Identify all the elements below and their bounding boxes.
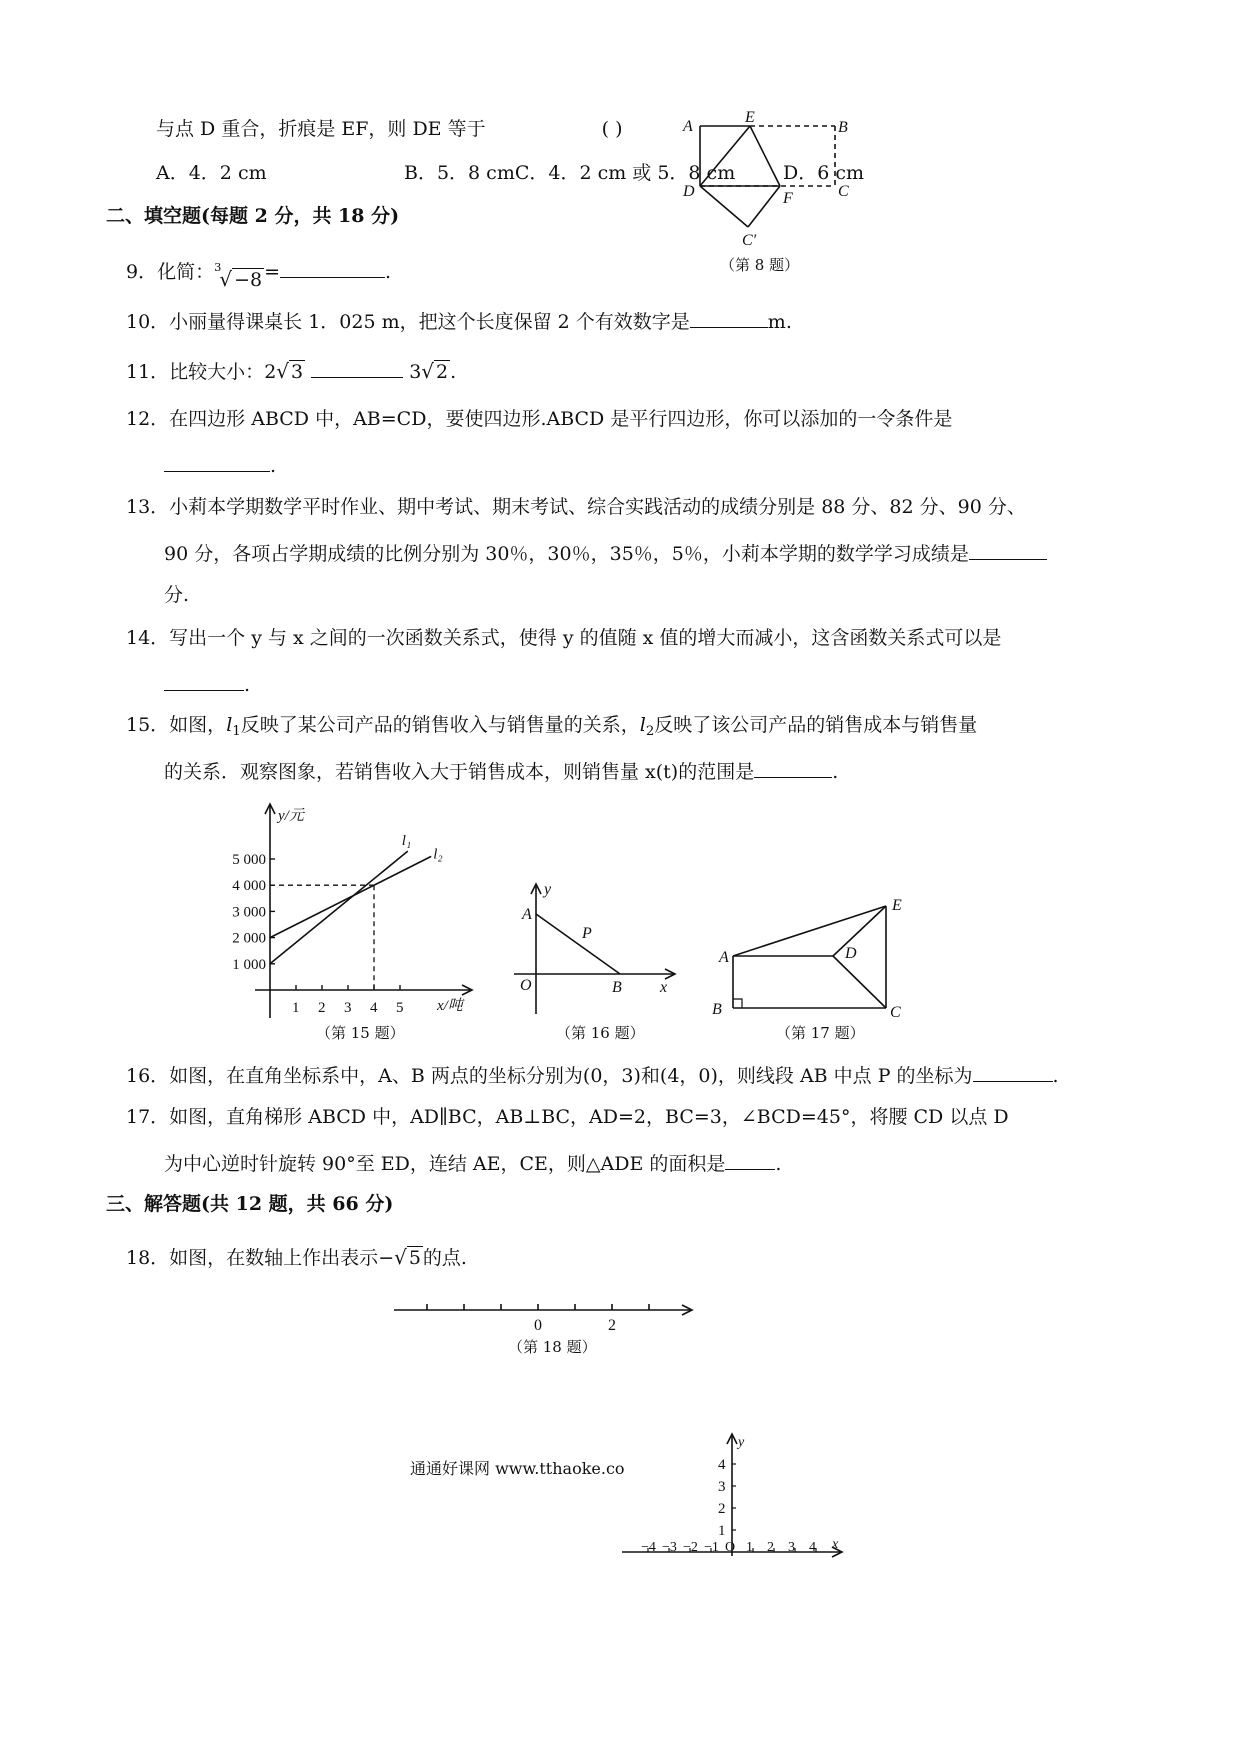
- chart15-ytick-label: 4 000: [232, 878, 266, 895]
- q13-line2-text: 90 分，各项占学期成绩的比例分别为 30％，30％，35％，5％，小莉本学期的数学学习成绩是: [164, 543, 969, 565]
- q15-end: .: [832, 761, 839, 783]
- figure-16: [508, 882, 688, 1022]
- fig8-label-b: B: [838, 119, 848, 136]
- grid-xtick-label: 2: [767, 1540, 774, 1555]
- chart15-xtick-label: 4: [370, 1000, 378, 1016]
- q10-text: 10．小丽量得课桌长 1．025 m，把这个长度保留 2 个有效数字是: [126, 311, 690, 333]
- q13-line1: 13．小莉本学期数学平时作业、期中考试、期末考试、综合实践活动的成绩分别是 88 分、82 分、90 分、: [126, 496, 1026, 518]
- fig16-label-o: O: [520, 977, 532, 994]
- chart15-ytick-label: 3 000: [232, 904, 266, 921]
- grid-ytick-label: 4: [718, 1457, 726, 1473]
- q15-l2-letter: l: [639, 714, 646, 736]
- q15-l1-sub: 1: [232, 723, 241, 739]
- q17-answer-blank[interactable]: [725, 1150, 775, 1170]
- q13-line2: [164, 540, 1047, 566]
- q13-answer-blank[interactable]: [969, 540, 1047, 560]
- chart15-series-label-1: l₁: [401, 833, 412, 850]
- fig17-label-d: D: [845, 945, 857, 962]
- grid-xtick-label: −3: [662, 1540, 677, 1555]
- q16-end: .: [1052, 1065, 1059, 1087]
- q14-answer-blank[interactable]: [164, 671, 244, 691]
- q8-options: [156, 162, 267, 185]
- page-footer: 通通好课网 www.tthaoke.co: [410, 1459, 625, 1478]
- q14-line2: [164, 671, 250, 697]
- q9-equals: =: [264, 261, 280, 283]
- q15-l2-sub: 2: [645, 723, 655, 739]
- q14-end: .: [244, 674, 251, 696]
- q17-line2-text: 为中心逆时针旋转 90°至 ED，连结 AE，CE，则△ADE 的面积是: [164, 1153, 726, 1175]
- q8-option-d: D．6 cm: [783, 162, 865, 184]
- chart15-ytick-label: 2 000: [232, 930, 266, 947]
- q15-l1-letter: l: [226, 714, 233, 736]
- q14-line1: 14．写出一个 y 与 x 之间的一次函数关系式，使得 y 的值随 x 值的增大而减小，这含函数关系式可以是: [126, 627, 1002, 649]
- q15-line2: [164, 758, 838, 784]
- chart15-series-line-2: [270, 856, 431, 937]
- chart15-ytick-label: 1 000: [232, 956, 266, 973]
- q18: [126, 1246, 467, 1270]
- fig17-label-e: E: [892, 897, 902, 914]
- q16: [126, 1062, 1059, 1088]
- chart15-series-line-1: [270, 851, 408, 964]
- q16-answer-blank[interactable]: [973, 1062, 1053, 1082]
- grid-xtick-label: 3: [788, 1540, 795, 1555]
- fig8-label-d: D: [683, 183, 695, 200]
- chart15-xtick-label: 3: [344, 1000, 352, 1016]
- q15-line2-text: 的关系．观察图象，若销售收入大于销售成本，则销售量 x(t)的范围是: [164, 761, 755, 783]
- grid-xtick-label: 1: [746, 1540, 753, 1555]
- fig16-label-y: y: [544, 881, 552, 898]
- q10-answer-blank[interactable]: [690, 308, 768, 328]
- q17-line2: [164, 1150, 781, 1176]
- fig8-label-c: C: [838, 183, 849, 200]
- q17-line1: 17．如图，直角梯形 ABCD 中，AD∥BC，AB⊥BC，AD=2，BC=3，∠BCD=45°，将腰 CD 以点 D: [126, 1106, 1009, 1128]
- q17-end: .: [775, 1153, 782, 1175]
- q11-prefix: 11．比较大小：: [126, 361, 265, 383]
- q11-radicand2: 2: [436, 361, 449, 383]
- q15-mid: 反映了某公司产品的销售收入与销售量的关系，: [240, 714, 640, 736]
- q18-radicand: 5: [408, 1247, 421, 1269]
- fig8-caption: （第 8 题）: [720, 256, 800, 274]
- grid-ytick-label: 2: [718, 1501, 726, 1517]
- q11-radicand1: 3: [291, 361, 304, 383]
- figure-8: [680, 110, 880, 270]
- fig8-label-c-prime: C′: [742, 232, 757, 249]
- fig16-label-b: B: [612, 979, 622, 996]
- chart15-ytick-label: 5 000: [232, 852, 266, 868]
- fig18-caption: （第 18 题）: [508, 1338, 597, 1356]
- q10-end: m.: [767, 311, 792, 333]
- q13-line3: 分.: [164, 584, 190, 606]
- q12-answer-blank[interactable]: [164, 452, 270, 472]
- figure-17: [708, 890, 918, 1020]
- q15-answer-blank[interactable]: [754, 758, 832, 778]
- q9-prefix: 9．化简：: [126, 261, 215, 283]
- grid-label-x: x: [832, 1537, 839, 1552]
- q11-sqrt2: √ 2: [421, 359, 449, 383]
- fig17-label-a: A: [719, 949, 729, 966]
- fig16-label-a: A: [522, 906, 532, 923]
- q11-coef1: 2: [264, 361, 277, 383]
- q11-answer-blank[interactable]: [311, 358, 403, 378]
- section-3-heading: 三、解答题(共 12 题，共 66 分): [106, 1193, 394, 1215]
- q9: [126, 258, 391, 292]
- fig18-tick-2: 2: [608, 1317, 616, 1334]
- q11-sqrt1: √ 3: [276, 359, 304, 383]
- q18-end: 的点.: [422, 1247, 467, 1269]
- q18-prefix: 18．如图，在数轴上作出表示: [126, 1247, 379, 1269]
- q11: [126, 358, 456, 384]
- fig16-caption: （第 16 题）: [556, 1024, 645, 1042]
- q8-line1: [156, 118, 623, 141]
- figure-15-chart: [215, 800, 485, 1030]
- q11-end: .: [450, 361, 457, 383]
- coordinate-grid: [620, 1428, 880, 1558]
- fig8-label-a: A: [683, 118, 693, 135]
- chart15-xtick-label: 2: [318, 1000, 326, 1016]
- chart15-xlabel: x/吨: [437, 998, 463, 1014]
- q8-option-c: C．4．2 cm 或 5．8 cm: [514, 162, 736, 184]
- section-2-heading: 二、填空题(每题 2 分，共 18 分): [106, 205, 400, 227]
- grid-label-y: y: [738, 1435, 745, 1450]
- fig17-caption: （第 17 题）: [776, 1024, 865, 1042]
- fig16-label-x: x: [660, 979, 668, 996]
- q16-text: 16．如图，在直角坐标系中，A、B 两点的坐标分别为(0，3)和(4，0)，则线段 AB 中点 P 的坐标为: [126, 1065, 973, 1087]
- fig16-label-p: P: [582, 925, 592, 942]
- q9-cube-root: 3 √ −8: [214, 260, 263, 291]
- q9-answer-blank[interactable]: [280, 258, 385, 278]
- chart15-xtick-label: 1: [292, 1000, 300, 1016]
- q15-line1: [126, 714, 977, 740]
- q15-rest: 反映了该公司产品的销售成本与销售量: [654, 714, 978, 736]
- q8-option-a: A．4．2 cm: [156, 162, 267, 184]
- q9-radicand: −8: [234, 269, 263, 291]
- grid-xtick-label: −4: [641, 1540, 656, 1555]
- q8-answer-paren: ( ): [601, 118, 623, 140]
- grid-ytick-label: 3: [718, 1479, 726, 1495]
- fig8-label-f: F: [783, 190, 793, 207]
- fig17-label-c: C: [890, 1004, 901, 1021]
- q12-line1: 12．在四边形 ABCD 中，AB=CD，要使四边形.ABCD 是平行四边形，你可以添加的一令条件是: [126, 408, 953, 430]
- grid-xtick-label: 4: [809, 1540, 816, 1555]
- q10: [126, 308, 792, 334]
- q18-sqrt: √ 5: [394, 1245, 421, 1269]
- chart15-xtick-label: 5: [396, 1000, 404, 1016]
- q18-neg: −: [378, 1247, 395, 1269]
- q8-text: 与点 D 重合，折痕是 EF，则 DE 等于: [156, 118, 486, 140]
- q8-option-b: B．5．8 cm: [404, 162, 515, 184]
- q11-coef2: 3: [409, 361, 422, 383]
- q9-end: .: [385, 261, 392, 283]
- fig18-tick-0: 0: [534, 1317, 542, 1334]
- q15-prefix: 15．如图，: [126, 714, 227, 736]
- grid-xtick-label: −2: [683, 1540, 698, 1555]
- fig17-label-b: B: [712, 1001, 722, 1018]
- chart15-ylabel: y/元: [278, 808, 304, 824]
- q9-root-index: 3: [214, 260, 222, 275]
- grid-xtick-label: −1: [704, 1540, 719, 1555]
- fig15-caption: （第 15 题）: [316, 1024, 405, 1042]
- grid-ytick-label: 1: [718, 1523, 726, 1539]
- grid-xtick-label: O: [725, 1540, 736, 1555]
- chart15-series-label-2: l₂: [433, 846, 443, 863]
- q12-line2: [164, 452, 276, 478]
- fig8-label-e: E: [745, 109, 755, 126]
- q12-end: .: [270, 455, 277, 477]
